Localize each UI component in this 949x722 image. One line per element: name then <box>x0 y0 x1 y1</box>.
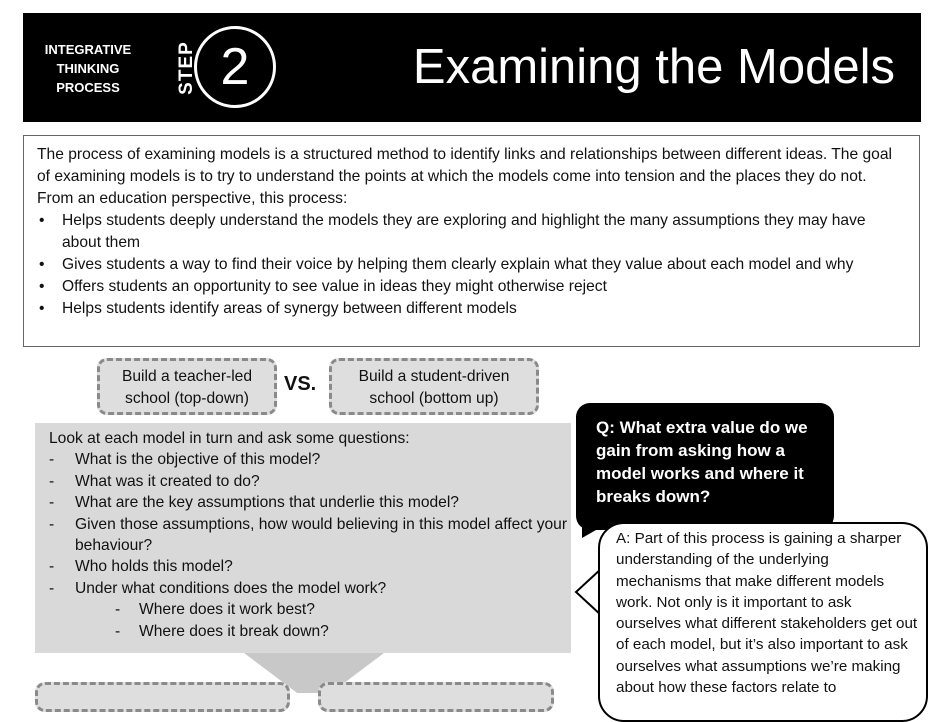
intro-paragraph: The process of examining models is a structured method to identify links and relationships between different ideas. The goal of examining models is to try to understand the points at which the models come into tension and the places they do not. From an education perspective, this process: <box>37 146 892 207</box>
step-number-badge: 2 <box>194 26 276 108</box>
questions-list <box>49 449 571 642</box>
question-speech-bubble <box>576 403 834 530</box>
callout-question: Q: What extra value do we gain from asking how a model works and where it breaks down? <box>596 418 808 506</box>
intro-bullet: • Helps students deeply understand the models they are exploring and highlight the many assumptions they may have about them <box>37 210 907 254</box>
callout-answer: A: Part of this process is gaining a sharper understanding of the underlying mechanisms that make different models work. Not only is it important to ask ourselves what different stakeholders get out of each model, but it’s also important to ask ourselves what assumptions we’re making about how these factors relate to <box>616 530 918 697</box>
intro-bullet: • Offers students an opportunity to see value in ideas they might otherwise reject <box>37 276 907 298</box>
brand-line: PROCESS <box>56 80 120 95</box>
model-a-line: school (top-down) <box>125 390 249 407</box>
question-item: - Under what conditions does the model work? <box>49 578 571 599</box>
step-label: STEP <box>176 41 197 95</box>
model-a-line: Build a teacher-led <box>121 368 253 385</box>
answer-speech-bubble <box>598 522 928 722</box>
brand-label <box>33 40 143 97</box>
brand-line: INTEGRATIVE <box>44 42 132 57</box>
intro-bullet-list <box>37 210 907 320</box>
question-sub-item: - Where does it work best? <box>49 599 571 620</box>
intro-bullet: • Helps students identify areas of synergy between different models <box>37 298 907 320</box>
intro-panel <box>23 135 920 347</box>
question-item: - What are the key assumptions that underlie this model? <box>49 492 571 513</box>
page-title: Examining the Models <box>412 40 895 94</box>
question-item: - Given those assumptions, how would believing in this model affect your behaviour? <box>49 514 571 557</box>
bottom-dashed-box-right <box>318 682 554 712</box>
model-b-box <box>329 358 539 415</box>
question-item: - What is the objective of this model? <box>49 449 571 470</box>
brand-line: THINKING <box>56 61 120 76</box>
model-a-box <box>97 358 277 415</box>
questions-intro: Look at each model in turn and ask some questions: <box>49 430 410 447</box>
question-item: - What was it created to do? <box>49 471 571 492</box>
bottom-dashed-box-left <box>35 682 290 712</box>
question-item: - Who holds this model? <box>49 556 571 577</box>
question-sub-item: - Where does it break down? <box>49 621 571 642</box>
model-b-line: Build a student-driven <box>358 368 510 385</box>
intro-bullet: • Gives students a way to find their voice by helping them clearly explain what they value about each model and why <box>37 254 907 276</box>
versus-label: VS. <box>284 373 317 395</box>
model-b-line: school (bottom up) <box>369 390 499 407</box>
questions-panel <box>35 423 571 653</box>
header-banner <box>23 13 921 122</box>
